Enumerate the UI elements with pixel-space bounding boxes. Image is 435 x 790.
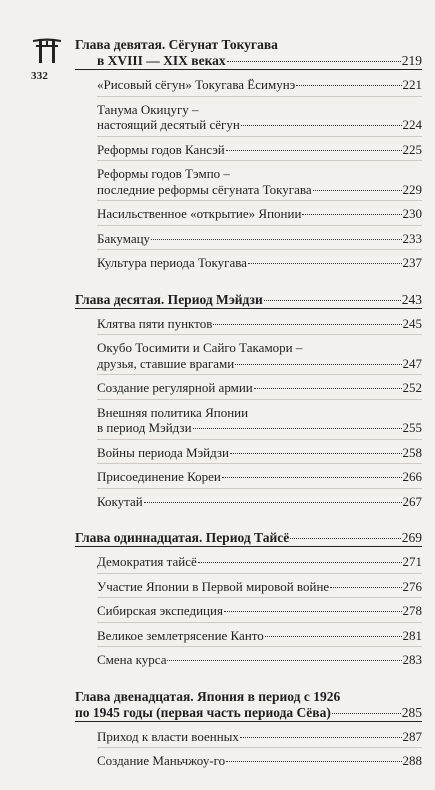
entry-title: Насильственное «открытие» Японии <box>97 206 302 221</box>
entry-title: Сибирская экспедиция <box>97 603 223 618</box>
entry-page: 255 <box>402 420 422 435</box>
entry-title: Великое землетрясение Канто <box>97 627 264 643</box>
entry-page: 229 <box>402 181 422 197</box>
chapter-12 <box>75 689 422 772</box>
entry-page: 258 <box>402 444 422 460</box>
entry-page: 237 <box>402 255 422 270</box>
entry-title: Приход к власти военных <box>97 728 239 744</box>
toc-entry[interactable] <box>97 201 422 226</box>
toc-entry[interactable] <box>97 574 422 599</box>
entry-title: последние реформы сёгуната Токугава <box>97 181 312 197</box>
chapter-title-line: в XVIII — XIX веках <box>97 53 226 68</box>
entry-page: 247 <box>402 355 422 371</box>
entry-page: 281 <box>402 627 422 643</box>
toc-entry[interactable] <box>97 464 422 489</box>
entry-title: настоящий десятый сёгун <box>97 117 240 132</box>
toc-entry[interactable] <box>97 137 422 162</box>
entry-title: Присоединение Кореи <box>97 469 221 484</box>
toc-entry[interactable] <box>97 748 422 772</box>
chapter-title-line: Глава двенадцатая. Япония в период с 1926 <box>75 688 341 704</box>
chapter-11 <box>75 530 422 671</box>
toc-entry[interactable] <box>97 549 422 574</box>
entry-page: 278 <box>402 603 422 618</box>
page-number: 332 <box>31 70 49 82</box>
entry-title: Клятва пяти пунктов <box>97 315 213 331</box>
entry-title: Участие Японии в Первой мировой войне <box>97 578 330 594</box>
entry-page: 225 <box>402 141 422 157</box>
entry-title: друзья, ставшие врагами <box>97 355 235 371</box>
entry-page: 276 <box>402 578 422 594</box>
entry-title: Войны периода Мэйдзи <box>97 444 229 460</box>
toc-entry[interactable] <box>97 161 422 201</box>
entry-page: 266 <box>402 469 422 484</box>
toc-entry[interactable] <box>97 647 422 671</box>
toc-entry[interactable] <box>97 400 422 440</box>
chapter-title-line: по 1945 годы (первая часть периода Сёва) <box>75 704 331 720</box>
toc-entry[interactable] <box>97 375 422 400</box>
toc-entry[interactable] <box>97 250 422 274</box>
toc-entry[interactable] <box>97 311 422 336</box>
chapter-10 <box>75 292 422 513</box>
entry-page: 233 <box>402 230 422 246</box>
chapter-title-line: Глава одиннадцатая. Период Тайсё <box>75 530 290 545</box>
entry-title: Культура периода Токугава <box>97 255 247 270</box>
torii-gate-icon <box>32 37 62 63</box>
chapter-title-line: Глава десятая. Период Мэйдзи <box>75 291 263 307</box>
entry-page: 230 <box>402 206 422 221</box>
entry-title: Создание Маньчжоу-го <box>97 753 226 768</box>
entry-title: Смена курса <box>97 652 167 667</box>
toc-entry[interactable] <box>97 598 422 623</box>
entry-page: 288 <box>402 753 422 768</box>
entry-title: Бакумацу <box>97 230 151 246</box>
entry-page: 221 <box>402 77 422 92</box>
entry-page: 283 <box>402 652 422 667</box>
entry-title: Реформы годов Кансэй <box>97 141 225 157</box>
chapter-page: 243 <box>401 291 422 307</box>
entry-page: 267 <box>402 493 422 509</box>
chapter-page: 219 <box>401 53 422 68</box>
entry-title: Танума Окицугу – <box>97 101 199 117</box>
chapter-title[interactable] <box>75 689 422 722</box>
entry-title: Демократия тайсё <box>97 554 197 569</box>
entry-page: 287 <box>402 728 422 744</box>
entry-page: 271 <box>402 554 422 569</box>
entry-title: Реформы годов Тэмпо – <box>97 166 230 181</box>
toc-entry[interactable] <box>97 97 422 137</box>
entry-page: 252 <box>402 380 422 395</box>
toc-entry[interactable] <box>97 724 422 749</box>
chapter-title[interactable] <box>75 292 422 309</box>
entry-title: Внешняя политика Японии <box>97 404 249 420</box>
toc-entry[interactable] <box>97 72 422 97</box>
chapter-title[interactable] <box>75 530 422 547</box>
chapter-title-line: Глава девятая. Сёгунат Токугава <box>75 37 278 52</box>
entry-title: «Рисовый сёгун» Токугава Ёсимунэ <box>97 77 296 92</box>
chapter-page: 269 <box>401 530 422 545</box>
table-of-contents <box>75 37 422 790</box>
toc-entry[interactable] <box>97 335 422 375</box>
entry-page: 245 <box>402 315 422 331</box>
toc-entry[interactable] <box>97 489 422 513</box>
entry-title: Кокутай <box>97 493 143 509</box>
chapter-title[interactable] <box>75 37 422 70</box>
toc-entry[interactable] <box>97 226 422 251</box>
chapter-page: 285 <box>401 704 422 720</box>
toc-entry[interactable] <box>97 440 422 465</box>
toc-entry[interactable] <box>97 623 422 648</box>
entry-title: в период Мэйдзи <box>97 420 192 435</box>
entry-title: Окубо Тосимити и Сайго Такамори – <box>97 340 303 355</box>
entry-title: Создание регулярной армии <box>97 380 253 395</box>
entry-page: 224 <box>402 117 422 132</box>
chapter-9 <box>75 37 422 274</box>
